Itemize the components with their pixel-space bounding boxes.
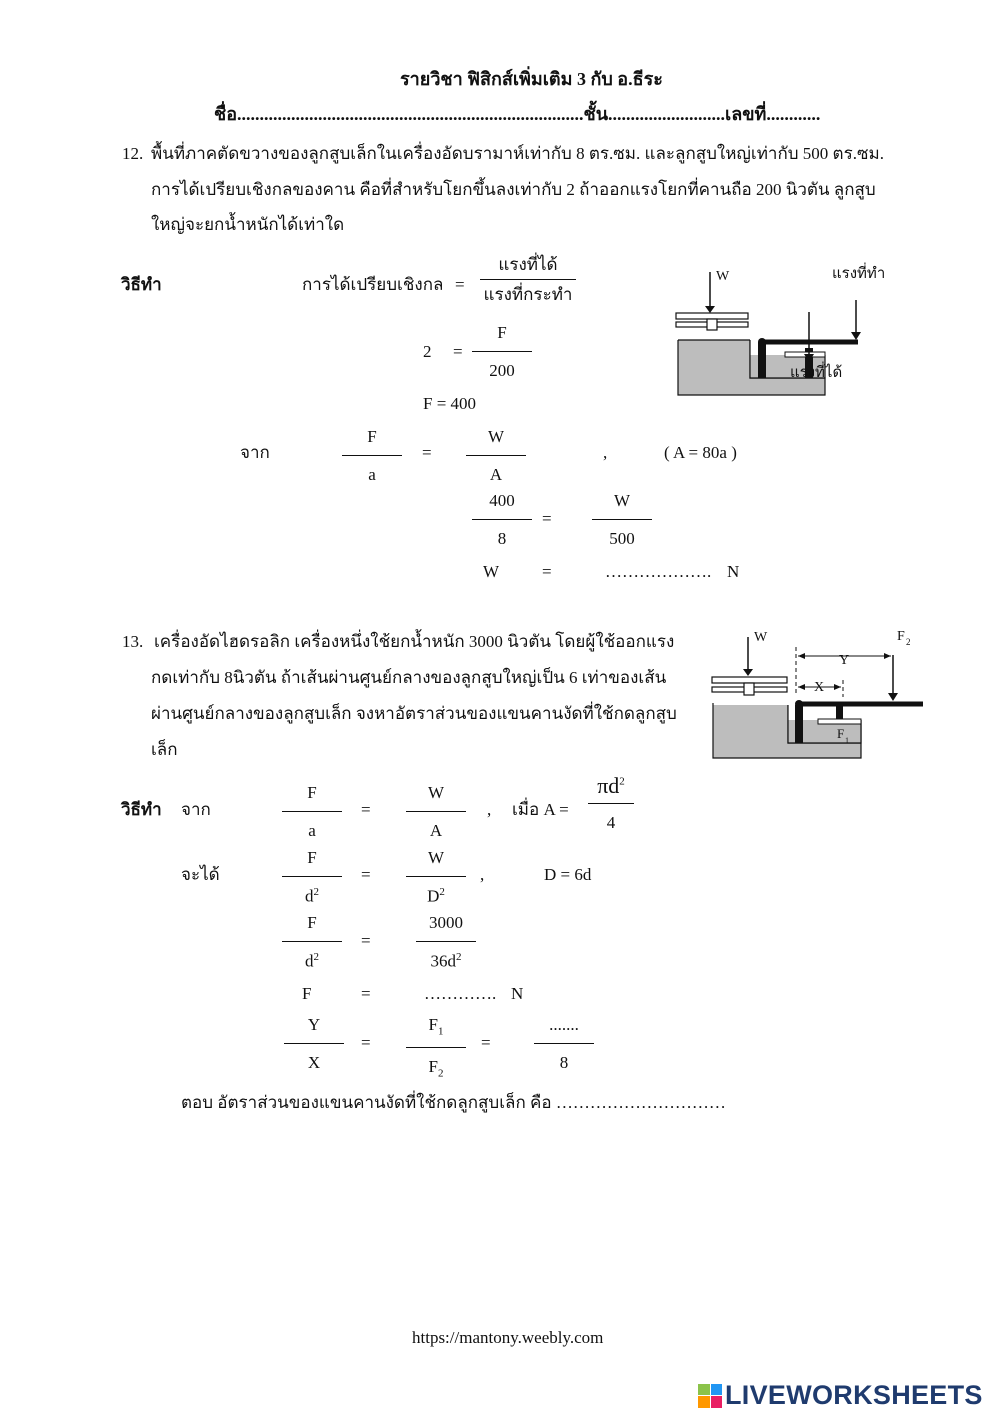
q12-step2: F = 400	[423, 394, 477, 413]
q13-answer: ตอบ อัตราส่วนของแขนคานงัดที่ใช้กดลูกสูบเล็ก คือ …………………………	[181, 1093, 726, 1112]
q13-fa-num: F	[307, 783, 317, 802]
worksheet-title: รายวิชา ฟิสิกส์เพิ่มเติม 3 กับ อ.ธีระ	[400, 69, 663, 89]
q13-from-label: จาก	[181, 800, 211, 819]
q13-line-4: เล็ก	[151, 740, 178, 759]
q12-ma-denominator: แรงที่กระทำ	[483, 285, 573, 304]
q13-comma-2: ,	[480, 865, 485, 884]
q12-hydraulic-diagram	[670, 260, 900, 400]
q13-eq-5: =	[361, 1033, 371, 1052]
q13-eq-2: =	[361, 865, 371, 884]
liveworksheets-brand	[698, 1382, 983, 1409]
q12-diagram-w-label: W	[716, 269, 730, 284]
q12-answer-blank[interactable]: ……………….	[605, 562, 712, 581]
q12-ma-numerator: แรงที่ได้	[498, 255, 558, 274]
q13-pi-d: πd	[597, 773, 620, 798]
q12-from-label: จาก	[240, 443, 270, 462]
q12-step1-denominator: 200	[489, 361, 515, 380]
q13-diagram-f1-sub: 1	[845, 736, 849, 745]
q12-ratio-left-den: 8	[497, 529, 507, 548]
q13-eq-3: =	[361, 931, 371, 950]
q13-wd-sq: 2	[439, 886, 445, 898]
q12-comma: ,	[603, 443, 608, 462]
q13-f1-over-f2	[406, 1016, 466, 1080]
q13-f2-sub: 2	[437, 1067, 444, 1080]
q12-w-den: A	[489, 465, 503, 484]
q13-hydraulic-diagram	[708, 625, 948, 765]
q12-f-over-a	[342, 428, 402, 483]
liveworksheets-text: LIVEWORKSHEETS	[725, 1380, 983, 1410]
q12-ratio-right-num: W	[613, 491, 631, 510]
q13-f-over-d2-b	[282, 914, 342, 970]
q12-diagram-gained-label: แรงที่ได้	[790, 365, 843, 381]
q12-line-2: การได้เปรียบเชิงกลของคาน คือที่สำหรับโยกขึ้นลงเท่ากับ 2 ถ้าออกแรงโยกที่คานถือ 200 นิวตัน ลูกสูบ	[151, 180, 876, 199]
q12-line-3: ใหญ่จะยกน้ำหนักได้เท่าใด	[151, 215, 345, 234]
q13-diagram-f2-label: F	[897, 629, 905, 644]
q13-line-3: ผ่านศูนย์กลางของลูกสูบเล็ก จงหาอัตราส่วนของแขนคานงัดที่ใช้กดลูกสูบ	[151, 704, 677, 723]
q13-blank-over-8[interactable]	[534, 1016, 594, 1071]
q12-f-num: F	[367, 427, 377, 446]
q13-dd-note: D = 6d	[544, 865, 592, 884]
q13-f-result: F	[302, 984, 312, 1003]
q13-f-blank[interactable]: ………….	[424, 984, 497, 1003]
q13-f-unit: N	[511, 984, 524, 1003]
q12-ma-fraction	[480, 256, 576, 303]
q13-fd-den: d	[305, 886, 314, 906]
q13-wa-num: W	[427, 783, 445, 802]
q13-fd2-sq: 2	[313, 951, 319, 963]
q13-line-1: เครื่องอัดไฮดรอลิก เครื่องหนึ่งใช้ยกน้ำหนัก 3000 นิวตัน โดยผู้ใช้ออกแรง	[154, 632, 675, 651]
q13-line-2: กดเท่ากับ 8นิวตัน ถ้าเส้นผ่านศูนย์กลางของลูกสูบใหญ่เป็น 6 เท่าของเส้น	[151, 668, 667, 687]
q12-line-1: พื้นที่ภาคตัดขวางของลูกสูบเล็กในเครื่องอัดบรามาห์เท่ากับ 8 ตร.ซม. และลูกสูบใหญ่เท่ากับ 500 ตร.ซม.	[151, 144, 884, 163]
q13-f1: F	[428, 1015, 438, 1034]
q12-diagram-applied-label: แรงที่ทำ	[832, 266, 886, 282]
q12-step1-fraction	[472, 324, 532, 379]
q13-wd-num: W	[427, 848, 445, 867]
q12-ratio-right-den: 500	[609, 529, 635, 548]
q12-step1-left: 2	[423, 342, 432, 361]
q13-diagram-f1-label: F	[837, 726, 845, 741]
q13-3000-over-36d2	[416, 914, 476, 970]
q13-fd2-den: d	[305, 951, 314, 971]
q13-f-over-d2	[282, 849, 342, 905]
q12-w-over-a	[466, 428, 526, 483]
q12-from-equals: =	[422, 443, 432, 462]
q13-solution-label: วิธีทำ	[121, 800, 162, 819]
q13-fd2-num: F	[307, 913, 317, 932]
q13-comma-1: ,	[487, 800, 492, 819]
q13-number: 13.	[122, 632, 144, 651]
q13-ratio-blank[interactable]: .......	[549, 1015, 579, 1034]
q12-ma-equals: =	[455, 275, 465, 294]
q13-eq-6: =	[481, 1033, 491, 1052]
q13-f-over-a	[282, 784, 342, 839]
q12-ratio-left	[472, 492, 532, 547]
q13-36d: 36d	[430, 951, 456, 971]
q12-ratio-equals: =	[542, 509, 552, 528]
student-info-line: ชื่อ.............................................................................ชั้น..........................เลขที่............	[214, 104, 821, 124]
q13-w-over-D2	[406, 849, 466, 905]
q13-y-over-x	[284, 1016, 344, 1071]
q12-answer-equals: =	[542, 562, 552, 581]
q13-wa-den: A	[429, 821, 443, 840]
q13-pi-sq: 2	[619, 775, 625, 788]
liveworksheets-logo-icon	[698, 1384, 722, 1408]
footer-url[interactable]: https://mantony.weebly.com	[412, 1328, 604, 1347]
q13-wd-den: D	[427, 886, 440, 906]
q13-fd-num: F	[307, 848, 317, 867]
q13-f2: F	[428, 1057, 438, 1077]
q13-diagram-w-label: W	[754, 630, 768, 645]
q13-area-fraction	[588, 775, 634, 831]
q13-f1-sub: 1	[437, 1025, 444, 1038]
q12-ratio-left-num: 400	[489, 491, 515, 510]
q12-answer-unit: N	[727, 562, 740, 581]
q13-36d-sq: 2	[456, 951, 462, 963]
q13-diagram-x-label: X	[814, 680, 825, 695]
q13-fa-den: a	[308, 821, 316, 840]
q12-number: 12.	[122, 144, 144, 163]
q12-f-den: a	[368, 465, 376, 484]
q13-x: X	[307, 1053, 321, 1072]
q12-area-note: ( A = 80a )	[664, 443, 737, 462]
q13-3000: 3000	[429, 913, 463, 932]
q13-eq-4: =	[361, 984, 371, 1003]
q13-when-label: เมื่อ A =	[512, 800, 569, 819]
q13-diagram-f2-sub: 2	[906, 637, 911, 647]
q12-ma-label: การได้เปรียบเชิงกล	[302, 275, 444, 294]
q12-step1-numerator: F	[497, 323, 507, 342]
q12-w-num: W	[487, 427, 505, 446]
q13-w-over-a	[406, 784, 466, 839]
q12-ratio-right	[592, 492, 652, 547]
q12-step1-equals: =	[453, 342, 463, 361]
q13-get-label: จะได้	[181, 865, 220, 884]
q12-answer-w: W	[483, 562, 500, 581]
q13-eight: 8	[559, 1053, 569, 1072]
q13-fd-sq: 2	[313, 886, 319, 898]
q13-diagram-y-label: Y	[839, 653, 850, 668]
q12-solution-label: วิธีทำ	[121, 275, 162, 294]
q13-pi-den: 4	[606, 813, 616, 832]
q13-eq-1: =	[361, 800, 371, 819]
q13-y: Y	[307, 1015, 321, 1034]
